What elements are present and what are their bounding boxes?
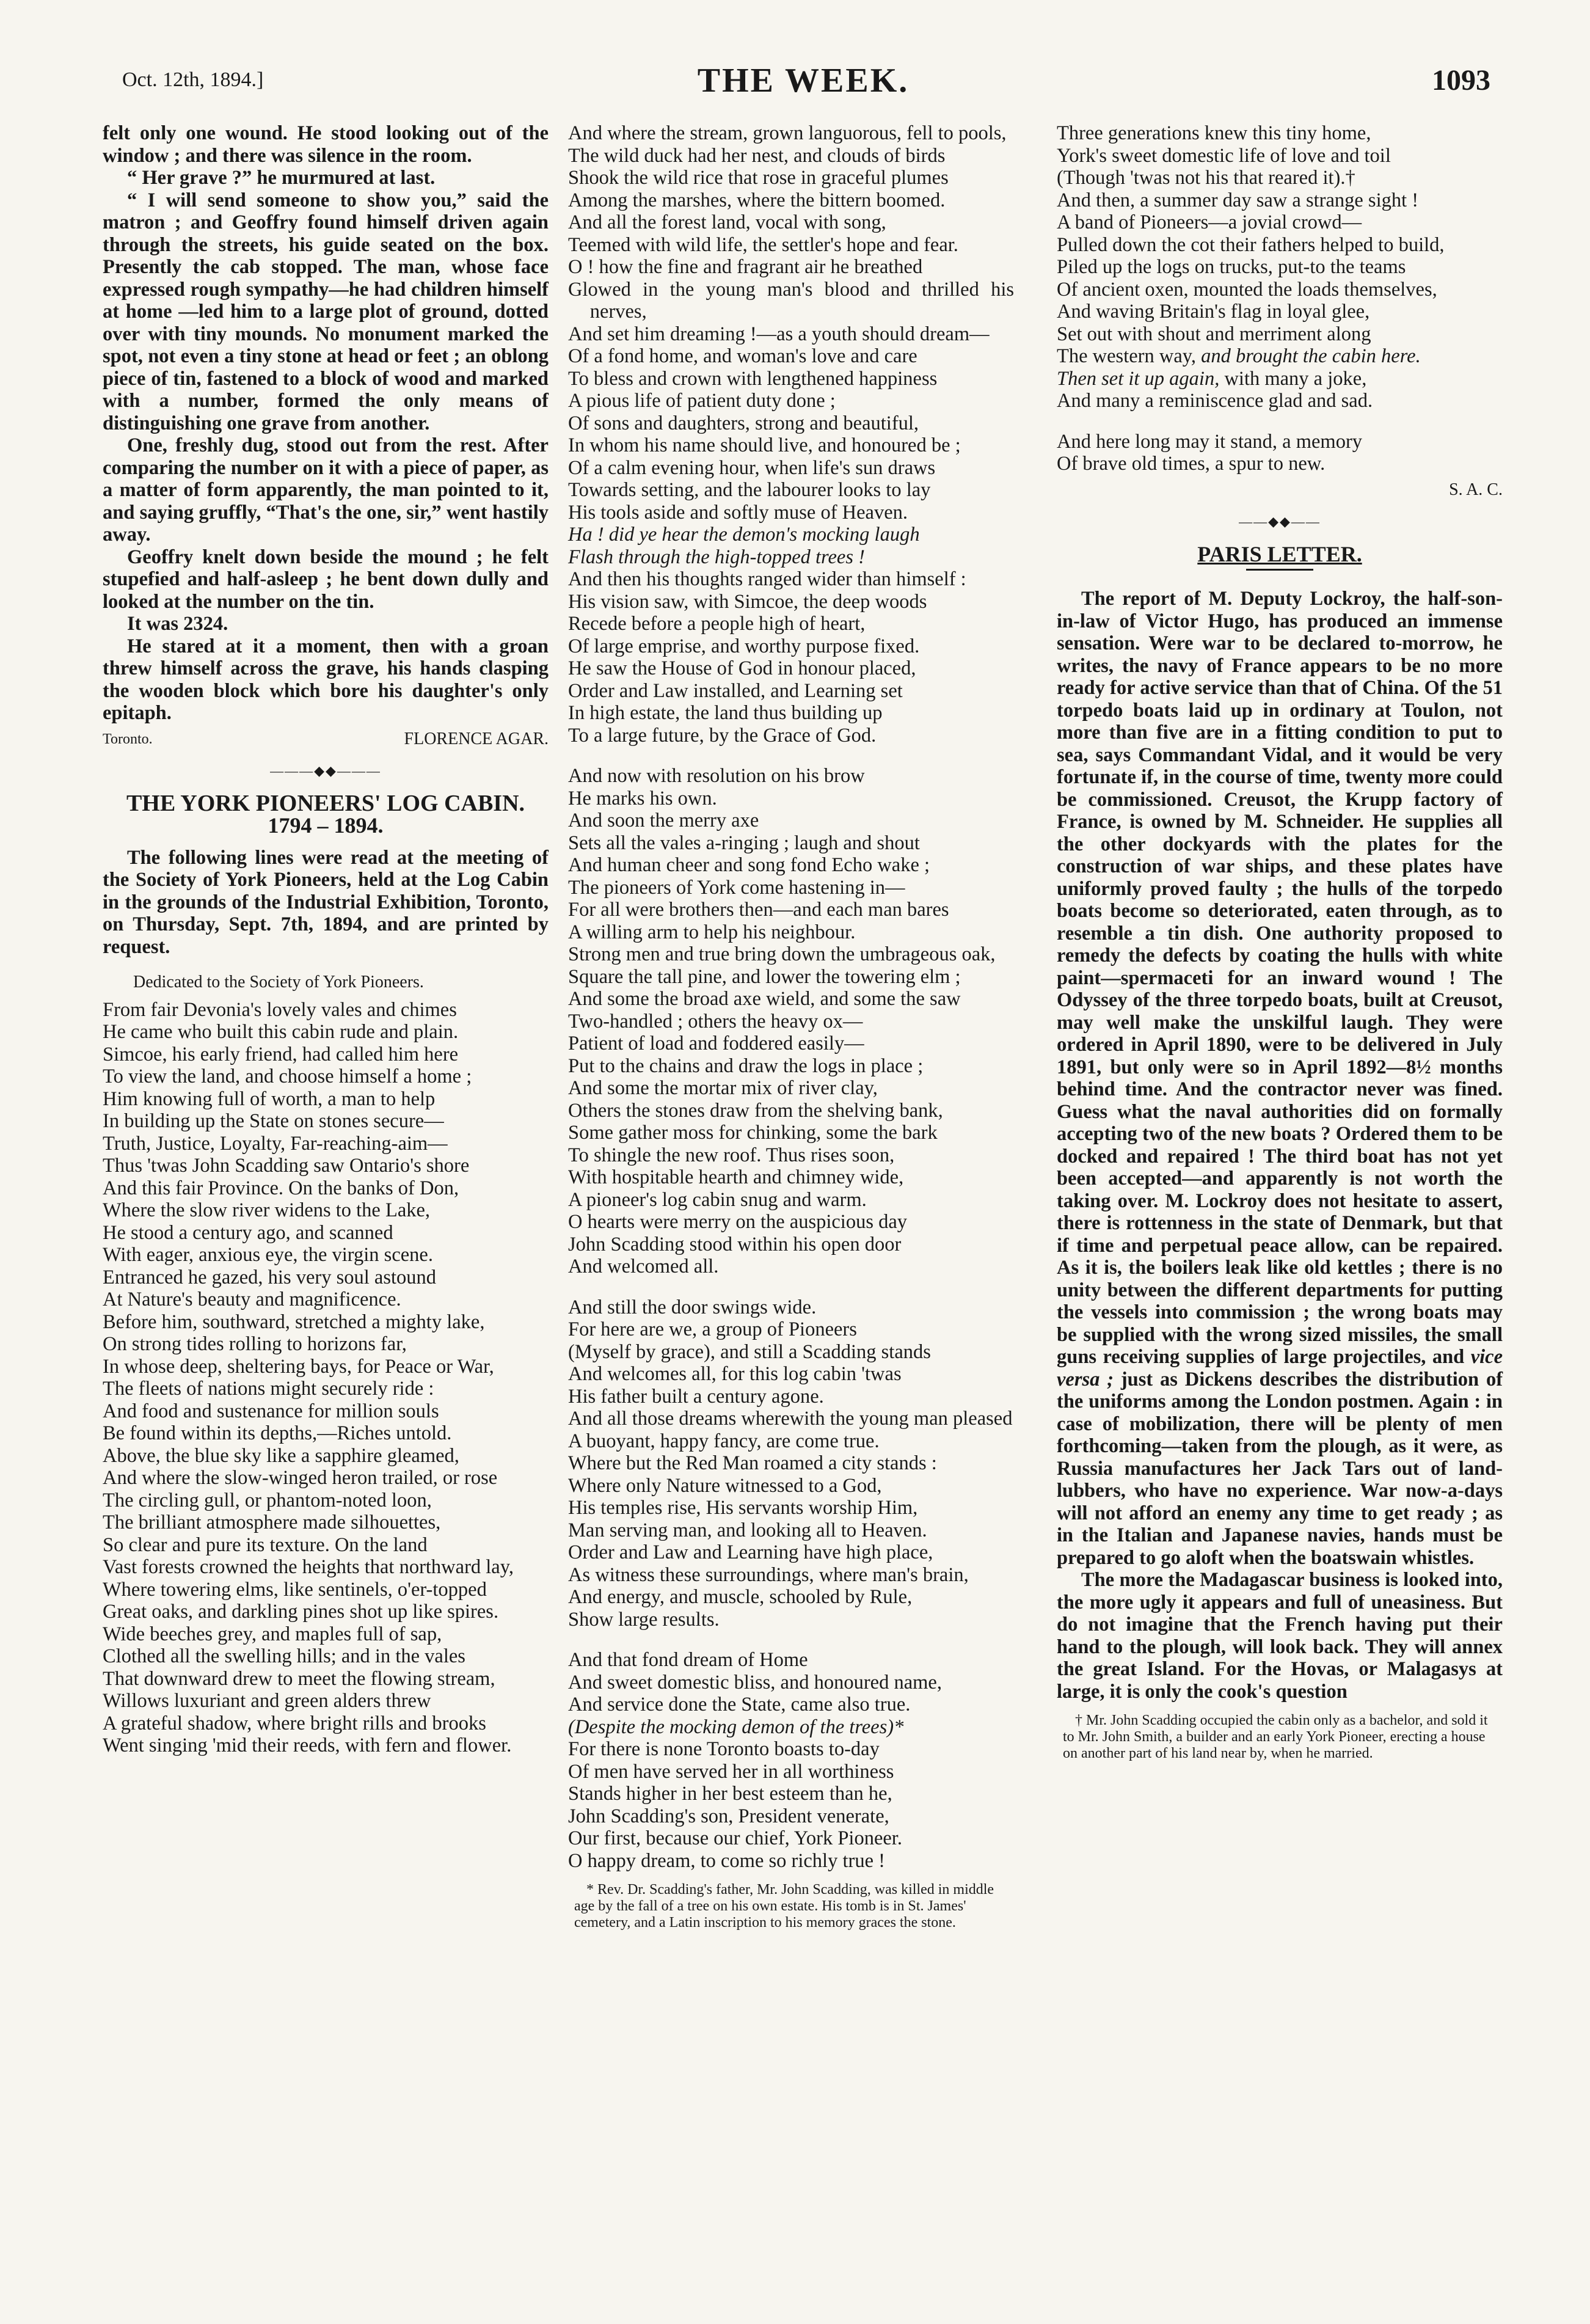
poem-line-text: The western way,: [1057, 345, 1197, 367]
poem-line-italic: Flash through the high-topped trees !: [568, 546, 865, 568]
poem-stanza: [1057, 431, 1503, 475]
poem-line: In whose deep, sheltering bays, for Peace or War,: [103, 1355, 494, 1378]
poem-line: Above, the blue sky like a sapphire gleamed,: [103, 1444, 459, 1467]
poem-line: Piled up the logs on trucks, put-to the teams: [1057, 256, 1406, 278]
poem-line: Thus 'twas John Scadding saw Ontario's shore: [103, 1155, 470, 1177]
poem-line: To view the land, and choose himself a home ;: [103, 1065, 472, 1087]
poem-line: Be found within its depths,—Riches untold.: [103, 1422, 452, 1444]
column-middle: [568, 122, 1014, 1931]
poem-line: John Scadding's son, President venerate,: [568, 1805, 889, 1827]
poem-line: And welcomed all.: [568, 1255, 719, 1277]
poem-line: In high estate, the land thus building up: [568, 702, 883, 724]
poem-line: York's sweet domestic life of love and toil: [1057, 144, 1391, 167]
poem-line: He came who built this cabin rude and plain.: [103, 1021, 459, 1043]
poem-line: Where only Nature witnessed to a God,: [568, 1474, 882, 1497]
article-title: PARIS LETTER.: [1197, 541, 1362, 566]
poem-line: O ! how the fine and fragrant air he breathed: [568, 256, 923, 278]
poem-line: The circling gull, or phantom-noted loon,: [103, 1489, 432, 1511]
poem-line: Entranced he gazed, his very soul astound: [103, 1266, 437, 1288]
story-paragraph: felt only one wound. He stood looking out of the window ; and there was silence in the room.: [103, 122, 549, 167]
poem-line: His father built a century agone.: [568, 1385, 824, 1408]
poem-line: Of a calm evening hour, when life's sun draws: [568, 456, 936, 479]
section-divider: ——◆◆——: [1239, 514, 1321, 529]
poem-line: In whom his name should live, and honoured be ;: [568, 434, 961, 456]
poem-line: The brilliant atmosphere made silhouettes,: [103, 1511, 441, 1533]
poem-line: He marks his own.: [568, 787, 717, 809]
issue-date: Oct. 12th, 1894.]: [122, 68, 264, 91]
poem-line: Glowed in the young man's blood and thrilled his nerves,: [568, 278, 1014, 323]
poem-line: Put to the chains and draw the logs in place ;: [568, 1054, 924, 1077]
poem-line: Great oaks, and darkling pines shot up like spires.: [103, 1601, 499, 1623]
poem-line: Of sons and daughters, strong and beautiful,: [568, 412, 919, 434]
poem-line: Our first, because our chief, York Pioneer.: [568, 1827, 902, 1849]
poem-line: At Nature's beauty and magnificence.: [103, 1288, 401, 1310]
poem-line: To shingle the new roof. Thus rises soon,: [568, 1144, 895, 1166]
page-header: [116, 61, 1490, 104]
poem-line: Pulled down the cot their fathers helped to build,: [1057, 233, 1445, 256]
section-divider: ———◆◆———: [270, 763, 381, 778]
poem-line: And set him dreaming !—as a youth should dream—: [568, 323, 990, 345]
story-paragraph: “ I will send someone to show you,” said the matron ; and Geoffry found himself driven again through the streets, his guide seated on the box. Presently the cab stopped. The man, whose face expressed rough sympathy—he had children himself at home —led him to a large plot of ground, dotted over with tiny mounds. No monument marked the spot, not even a tiny stone at head or feet ; an oblong piece of tin, fastened to a block of wood and marked with a number, formed the only means of distinguishing one grave from another.: [103, 189, 549, 434]
poem-line: As witness these surroundings, where man's brain,: [568, 1563, 969, 1586]
poem-line: Clothed all the swelling hills; and in the vales: [103, 1645, 465, 1667]
poem-stanza: [568, 765, 1014, 809]
poem-line: Where but the Red Man roamed a city stands :: [568, 1452, 937, 1474]
poem-line: He stood a century ago, and scanned: [103, 1221, 393, 1244]
poem-line: A grateful shadow, where bright rills and brooks: [103, 1712, 486, 1734]
poem-line: (Though 'twas not his that reared it).†: [1057, 167, 1355, 189]
poem-line: And sweet domestic bliss, and honoured name,: [568, 1671, 942, 1694]
poem-line: Patient of load and foddered easily—: [568, 1032, 864, 1054]
poem-line: And energy, and muscle, schooled by Rule,: [568, 1586, 913, 1608]
poem-line: And this fair Province. On the banks of Don,: [103, 1177, 459, 1199]
poem-line: And then, a summer day saw a strange sight !: [1057, 189, 1419, 211]
poem-line: A willing arm to help his neighbour.: [568, 921, 856, 943]
story-continuation: [103, 122, 549, 725]
poem-line: And all the forest land, vocal with song,: [568, 211, 886, 233]
story-paragraph: It was 2324.: [127, 613, 228, 635]
poem-line: To bless and crown with lengthened happiness: [568, 367, 938, 390]
poem-line: Of large emprise, and worthy purpose fixed.: [568, 635, 920, 657]
story-signature: [103, 728, 549, 751]
poem-stanza: [568, 568, 1014, 747]
poem-line: The wild duck had her nest, and clouds of birds: [568, 144, 946, 167]
poem-line: Before him, southward, stretched a mighty lake,: [103, 1310, 485, 1333]
article-paragraph: The report of M. Deputy Lockroy, the half-son-in-law of Victor Hugo, has produced an immense sensation. Were war to be declared to-morrow, he writes, the navy of France appears to be no more ready for active service than that of China. Of the 51 torpedo boats laid up in ordinary at Toulon, not more than five are in a fitting condition to put to sea, says Commandant Vidal, and it would be very fortunate if, in the course of time, twenty more could be commissioned. Creusot, the Krupp factory of France, is owned by M. Schneider. He supplies all the other dockyards with the plates for the construction of war ships, and these plates have uniformly proved faulty ; the hulls of the torpedo boats become so deteriorated, eaten through, as to resemble a tin dish. One authority proposed to remedy the defects by coating the hulls with white paint—spermaceti for an inward wound ! The Odyssey of the three torpedo boats, built at Creusot, may well make the unskilful laugh. They were ordered in April 1890, were to be delivered in July 1891, but only were so in April 1892—8½ months behind time. And the contractor never was fined. Guess what the naval authorities did on formally accepting two of the new boats ? Ordered them to be docked and repaired ! The third boat has not yet been accepted—and apparently is not worth the taking over. M. Lockroy does not hesitate to assert, there is rottenness in the state of Denmark, but that if time and perpetual peace allow, can be repaired. As it is, the boilers leak like old kettles ; there is no unity between the different departments for putting the vessels into commission ; the wrong boats may be supplied with the wrong sized missiles, the small guns receiving supplies of large projectiles, and vice versa ; just as Dickens describes the distribution of the uniforms among the London postmen. Again : in case of mobilization, there will be plenty of men forthcoming—taken from the plough, as it were, as Russia manufactures her Jack Tars out of land-lubbers, who have no experience. War now-a-days will not afford an enemy any time to get ready ; as in the Italian and Japanese navies, hands must be prepared to go aloft when the boatswain whistles.: [1057, 588, 1503, 1569]
poem-line: And all those dreams wherewith the young man pleased: [568, 1408, 1013, 1430]
story-paragraph: Geoffry knelt down beside the mound ; he felt stupefied and half-asleep ; he bent down dully and looked at the number on the tin.: [103, 546, 549, 613]
poem-line: For all were brothers then—and each man bares: [568, 899, 949, 921]
poem-line-right: And that fond dream of Home: [568, 1649, 808, 1671]
poem-line: And some the mortar mix of river clay,: [568, 1077, 878, 1099]
poem-line: Shook the wild rice that rose in graceful plumes: [568, 167, 949, 189]
poem-line: O hearts were merry on the auspicious day: [568, 1211, 908, 1233]
poem-stanza: [568, 1672, 1014, 1716]
poem-line: And waving Britain's flag in loyal glee,: [1057, 301, 1370, 323]
poem-line: On strong tides rolling to horizons far,: [103, 1333, 407, 1355]
poem-line: A buoyant, happy fancy, are come true.: [568, 1430, 880, 1452]
poem-line: Order and Law installed, and Learning set: [568, 679, 903, 702]
poem-line: Him knowing full of worth, a man to help: [103, 1087, 436, 1110]
poem-line: Willows luxuriant and green alders threw: [103, 1690, 431, 1712]
poem-line-right: And soon the merry axe: [568, 809, 759, 831]
poem-line: Square the tall pine, and lower the towering elm ;: [568, 965, 961, 988]
signature-place: Toronto.: [103, 731, 153, 747]
poem-line: The pioneers of York come hastening in—: [568, 876, 905, 899]
story-paragraph: One, freshly dug, stood out from the rest. After comparing the number on it with a piece of paper, as a matter of form apparently, the man pointed to it, and saying gruffly, “That's the one, sir,” went hastily away.: [103, 434, 549, 546]
column-left: [103, 122, 549, 1757]
poem-line: His temples rise, His servants worship Him,: [568, 1497, 918, 1519]
poem-line: And service done the State, came also true.: [568, 1694, 911, 1716]
poem-initials: S. A. C.: [1449, 480, 1503, 499]
story-paragraph: He stared at it a moment, then with a groan threw himself across the grave, his hands clasping the wooden block which bore his daughter's only epitaph.: [103, 635, 549, 724]
poem-line: Some gather moss for chinking, some the bark: [568, 1122, 938, 1144]
poem-line: And human cheer and song fond Echo wake ;: [568, 854, 930, 876]
publication-title: THE WEEK.: [697, 62, 910, 100]
footnote: * Rev. Dr. Scadding's father, Mr. John Scadding, was killed in middle age by the fall of a tree on his own estate. His tomb is in St. James' cemetery, and a Latin inscription to his memory graces the stone.: [574, 1882, 994, 1931]
poem-line: And then his thoughts ranged wider than himself :: [568, 568, 966, 590]
poem-line: Stands higher in her best esteem than he,: [568, 1783, 892, 1805]
poem-continuation: [568, 122, 1014, 1872]
poem-line: Man serving man, and looking all to Heaven.: [568, 1519, 927, 1541]
poem-line: O happy dream, to come so richly true !: [568, 1849, 885, 1872]
poem-line: Of men have served her in all worthiness: [568, 1760, 894, 1783]
poem-line: John Scadding stood within his open door: [568, 1233, 902, 1255]
poem-line: Recede before a people high of heart,: [568, 613, 866, 635]
poem-line: Truth, Justice, Loyalty, Far-reaching-aim—: [103, 1132, 448, 1155]
poem-line: For here are we, a group of Pioneers: [568, 1318, 857, 1340]
article-paragraph: The more the Madagascar business is looked into, the more ugly it appears and full of uneasiness. But do not imagine that the French having put their hand to the plough, will look back. They will annex the great Island. For the Hovas, or Malagasys at large, it is only the cook's question: [1057, 1569, 1503, 1703]
signature-author: FLORENCE AGAR.: [404, 729, 549, 748]
poem-line: Others the stones draw from the shelving bank,: [568, 1099, 943, 1122]
poem-line: And welcomes all, for this log cabin 'twas: [568, 1363, 902, 1385]
poem-line: His vision saw, with Simcoe, the deep woods: [568, 590, 927, 613]
poem-line: A pioneer's log cabin snug and warm.: [568, 1188, 867, 1211]
poem-line: His tools aside and softly muse of Heaven.: [568, 501, 908, 524]
poem-line: Sets all the vales a-ringing ; laugh and shout: [568, 831, 920, 854]
poem-line: Order and Law and Learning have high place,: [568, 1541, 933, 1563]
poem-stanza: [568, 122, 1014, 524]
poem-line: Vast forests crowned the heights that northward lay,: [103, 1556, 514, 1578]
poem-line: And some the broad axe wield, and some the saw: [568, 988, 961, 1010]
poem-stanza: [568, 832, 1014, 1278]
poem-line: And where the stream, grown languorous, fell to pools,: [568, 122, 1007, 144]
poem-ending: [1057, 122, 1503, 475]
poem-stanza: [1057, 122, 1503, 345]
poem-line: Show large results.: [568, 1608, 720, 1631]
poem-line: Of a fond home, and woman's love and care: [568, 345, 917, 367]
poem-title: THE YORK PIONEERS' LOG CABIN.: [126, 790, 525, 816]
poem-line: From fair Devonia's lovely vales and chimes: [103, 998, 457, 1021]
poem-line: [1057, 368, 1503, 390]
poem-line: Teemed with wild life, the settler's hope and fear.: [568, 233, 958, 256]
poem-line: Two-handled ; others the heavy ox—: [568, 1010, 863, 1032]
poem-line-italic: and brought the cabin here.: [1201, 345, 1421, 367]
poem-dedication: Dedicated to the Society of York Pioneers.: [133, 973, 424, 992]
poem-line: Of ancient oxen, mounted the loads themselves,: [1057, 278, 1437, 301]
poem-line: And where the slow-winged heron trailed, or rose: [103, 1467, 498, 1489]
column-right: [1057, 122, 1503, 1762]
poem-line: Among the marshes, where the bittern boomed.: [568, 189, 946, 211]
poem-line: For there is none Toronto boasts to-day: [568, 1738, 880, 1760]
poem-line: (Myself by grace), and still a Scadding stands: [568, 1340, 931, 1363]
poem-line: [1057, 345, 1503, 368]
poem-intro: The following lines were read at the meeting of the Society of York Pioneers, held at the Log Cabin in the grounds of the Industrial Exhibition, Toronto, on Thursday, Sept. 7th, 1894, and are printed by request.: [103, 846, 549, 958]
poem-line: And many a reminiscence glad and sad.: [1057, 390, 1373, 412]
poem-line: Set out with shout and merriment along: [1057, 323, 1371, 345]
poem-line-text: with many a joke,: [1224, 367, 1367, 390]
poem-stanza: [103, 999, 549, 1757]
poem-line: The fleets of nations might securely ride :: [103, 1378, 434, 1400]
poem-line-italic: Then set it up again,: [1057, 367, 1220, 390]
poem-line: A pious life of patient duty done ;: [568, 390, 836, 412]
poem-line: Towards setting, and the labourer looks to lay: [568, 479, 931, 501]
poem-line: And food and sustenance for million souls: [103, 1400, 439, 1422]
poem-stanza: [568, 1738, 1014, 1872]
poem-line: Strong men and true bring down the umbrageous oak,: [568, 943, 996, 965]
poem-line: A band of Pioneers—a jovial crowd—: [1057, 211, 1362, 233]
poem-line-italic: (Despite the mocking demon of the trees)*: [568, 1716, 904, 1738]
title-rule: [1246, 569, 1313, 571]
poem-line: With eager, anxious eye, the virgin scene.: [103, 1244, 433, 1266]
poem-line: He saw the House of God in honour placed,: [568, 657, 916, 679]
poem-years: 1794 – 1894.: [268, 813, 384, 838]
page-number: 1093: [1432, 64, 1490, 97]
story-paragraph: “ Her grave ?” he murmured at last.: [127, 167, 436, 189]
poem-line: Three generations knew this tiny home,: [1057, 122, 1371, 144]
poem-line: That downward drew to meet the flowing stream,: [103, 1667, 495, 1690]
poem-line: Went singing 'mid their reeds, with fern and flower.: [103, 1734, 512, 1756]
poem-line: Where towering elms, like sentinels, o'er-topped: [103, 1578, 487, 1601]
poem-line: To a large future, by the Grace of God.: [568, 724, 877, 747]
poem-line: In building up the State on stones secure—: [103, 1110, 444, 1132]
poem-line-italic: Ha ! did ye hear the demon's mocking laugh: [568, 524, 920, 546]
poem-line: And here long may it stand, a memory: [1057, 430, 1363, 453]
paris-letter-body: [1057, 588, 1503, 1703]
poem-line: Of brave old times, a spur to new.: [1057, 453, 1326, 475]
poem-line: Simcoe, his early friend, had called him here: [103, 1043, 459, 1065]
poem-line: Where the slow river widens to the Lake,: [103, 1199, 431, 1221]
poem-line: With hospitable hearth and chimney wide,: [568, 1166, 904, 1188]
poem-stanza: [568, 1318, 1014, 1631]
footnote: † Mr. John Scadding occupied the cabin only as a bachelor, and sold it to Mr. John Smith, a builder and an early York Pioneer, erecting a house on another part of his land near by, when he married.: [1063, 1712, 1488, 1761]
poem-line: And now with resolution on his brow: [568, 765, 865, 787]
poem-line: Wide beeches grey, and maples full of sap,: [103, 1623, 442, 1645]
poem-line: So clear and pure its texture. On the land: [103, 1533, 428, 1556]
poem-line-right: And still the door swings wide.: [568, 1296, 817, 1318]
